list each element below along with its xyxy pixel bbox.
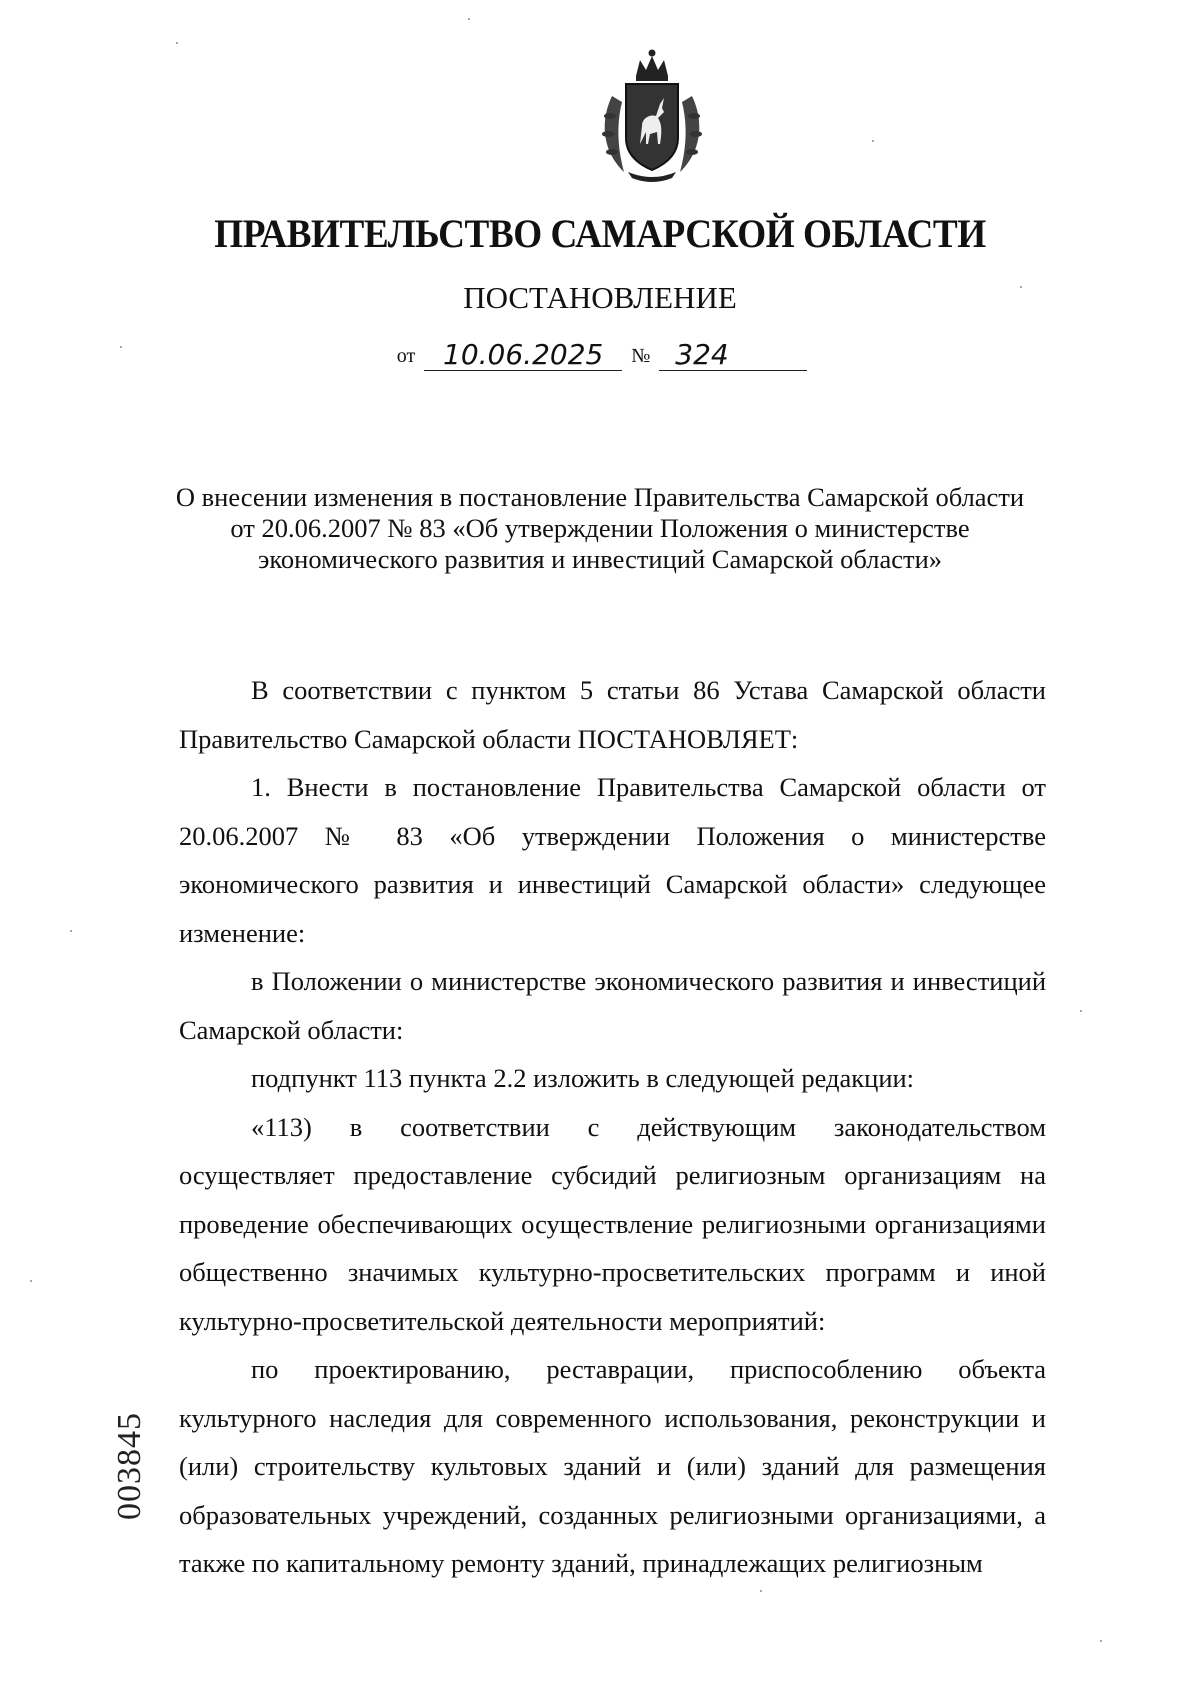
scan-speck: [120, 346, 122, 348]
body-paragraph: В соответствии с пунктом 5 статьи 86 Устава Самарской области Правительство Самарской области ПОСТАНОВЛЯЕТ:: [179, 675, 1046, 754]
scan-speck: [70, 930, 72, 932]
body-paragraph: 1. Внести в постановление Правительства Самарской области от 20.06.2007 № 83 «Об утверждении Положения о министерстве экономического развития и инвестиций Самарской области» следующее изменение:: [179, 772, 1046, 948]
document-body: [179, 666, 1046, 1588]
scan-speck: [872, 140, 874, 142]
scan-speck: [760, 1590, 762, 1592]
scan-speck: [176, 42, 178, 44]
samara-coat-of-arms-icon: [592, 46, 712, 186]
scan-speck: [30, 1280, 32, 1282]
body-paragraph: «113) в соответствии с действующим законодательством осуществляет предоставление субсидий религиозным организациям на проведение обеспечивающих осуществление религиозными организациями общественно значимых культурно-просветительских программ и иной культурно-просветительской деятельности мероприятий:: [179, 1111, 1046, 1336]
document-subject: [150, 482, 1050, 575]
subject-line: от 20.06.2007 № 83 «Об утверждении Положения о министерстве: [230, 513, 970, 543]
document-type: ПОСТАНОВЛЕНИЕ: [463, 280, 737, 315]
serial-stamp: 003845: [111, 1412, 148, 1520]
number-value: 324: [659, 340, 807, 371]
date-number-line: [0, 340, 1200, 371]
body-paragraph: в Положении о министерстве экономического развития и инвестиций Самарской области:: [179, 966, 1046, 1045]
scan-speck: [1020, 286, 1022, 288]
date-value: 10.06.2025: [424, 340, 622, 371]
subject-line: экономического развития и инвестиций Самарской области»: [257, 544, 943, 574]
body-paragraph: подпункт 113 пункта 2.2 изложить в следующей редакции:: [251, 1063, 915, 1093]
scan-speck: [1080, 1010, 1082, 1012]
scan-speck: [1100, 1640, 1102, 1642]
date-prefix: от: [396, 345, 416, 367]
subject-line: О внесении изменения в постановление Правительства Самарской области: [175, 482, 1025, 512]
authority-title: ПРАВИТЕЛЬСТВО САМАРСКОЙ ОБЛАСТИ: [214, 211, 986, 256]
number-prefix: №: [631, 345, 651, 367]
body-paragraph: по проектированию, реставрации, приспособлению объекта культурного наследия для современного использования, реконструкции и (или) строительству культовых зданий и (или) зданий для размещения образовательных учреждений, созданных религиозными организациями, а также по капитальному ремонту зданий, принадлежащих религиозным: [179, 1354, 1046, 1578]
scan-speck: [468, 18, 470, 20]
